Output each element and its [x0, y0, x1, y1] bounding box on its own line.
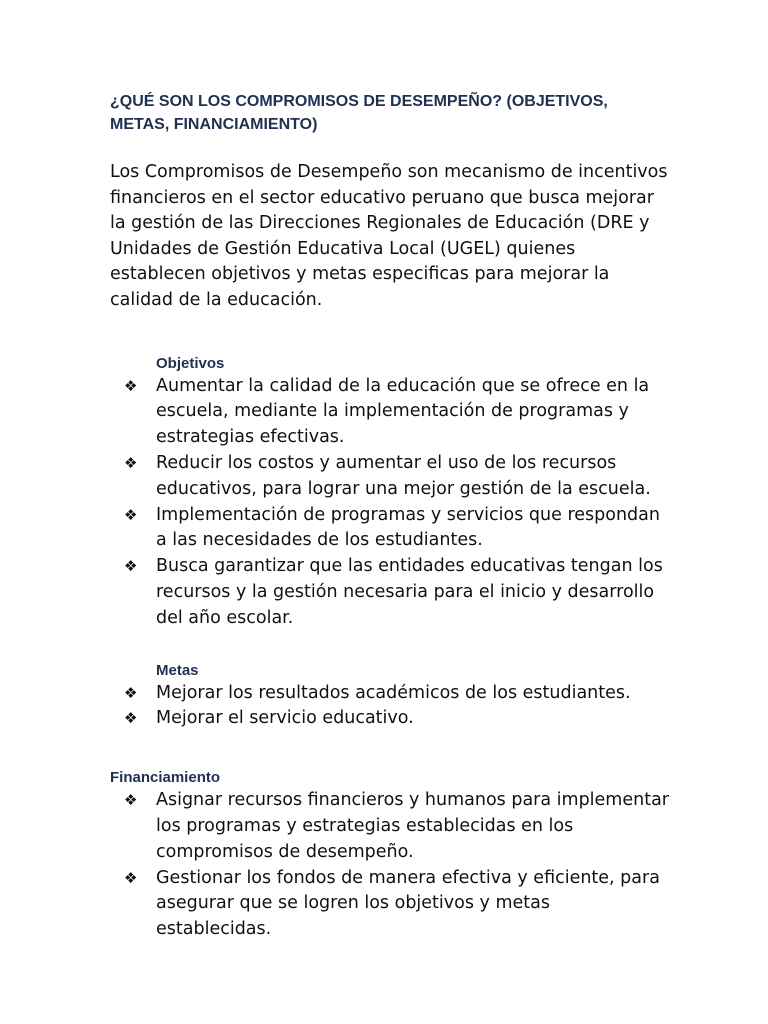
list-item — [110, 706, 670, 732]
list-item-text: Asignar recursos financieros y humanos para implementar los programas y estrategias establecidas en los compromisos de desempeño. — [156, 790, 669, 862]
list-item-text: Busca garantizar que las entidades educativas tengan los recursos y la gestión necesaria para el inicio y desarrollo del año escolar. — [156, 556, 663, 628]
financiamiento-heading: Financiamiento — [110, 769, 221, 787]
financiamiento-list — [110, 788, 670, 943]
list-item-text: Aumentar la calidad de la educación que se ofrece en la escuela, mediante la implementación de programas y estrategias efectivas. — [156, 375, 650, 448]
list-item-text: Mejorar los resultados académicos de los estudiantes. — [156, 682, 631, 703]
list-item — [110, 681, 670, 707]
document-title: ¿QUÉ SON LOS COMPROMISOS DE DESEMPEÑO? (OBJETIVOS, METAS, FINANCIAMIENTO) — [110, 93, 608, 133]
document-page — [110, 90, 670, 943]
metas-heading: Metas — [156, 661, 199, 679]
list-item — [110, 503, 670, 555]
diamond-bullet-icon: ❖ — [124, 376, 138, 395]
diamond-bullet-icon: ❖ — [124, 505, 138, 524]
intro-paragraph: Los Compromisos de Desempeño son mecanismo de incentivos financieros en el sector educativo peruano que busca mejorar la gestión de las Direcciones Regionales de Educación (DRE y Unidades de Gestión Educativa Local (UGEL) quienes establecen objetivos y metas especificas para mejorar la calidad de la educación. — [110, 162, 668, 310]
metas-list — [110, 681, 670, 733]
objetivos-section — [110, 354, 670, 632]
list-item — [110, 451, 670, 503]
list-item-text: Gestionar los fondos de manera efectiva y eficiente, para asegurar que se logren los objetivos y metas establecidas. — [156, 867, 660, 940]
diamond-bullet-icon: ❖ — [124, 683, 138, 702]
list-item — [110, 374, 670, 451]
objetivos-heading: Objetivos — [156, 354, 225, 372]
diamond-bullet-icon: ❖ — [124, 557, 138, 576]
list-item — [110, 866, 670, 943]
diamond-bullet-icon: ❖ — [124, 709, 138, 728]
list-item — [110, 554, 670, 631]
list-item — [110, 788, 670, 865]
list-item-text: Reducir los costos y aumentar el uso de los recursos educativos, para lograr una mejor gestión de la escuela. — [156, 452, 651, 499]
objetivos-list — [110, 374, 670, 632]
metas-section — [110, 661, 670, 733]
list-item-text: Implementación de programas y servicios que respondan a las necesidades de los estudiantes. — [156, 504, 660, 551]
list-item-text: Mejorar el servicio educativo. — [156, 708, 414, 729]
diamond-bullet-icon: ❖ — [124, 868, 138, 887]
diamond-bullet-icon: ❖ — [124, 791, 138, 810]
diamond-bullet-icon: ❖ — [124, 453, 138, 472]
